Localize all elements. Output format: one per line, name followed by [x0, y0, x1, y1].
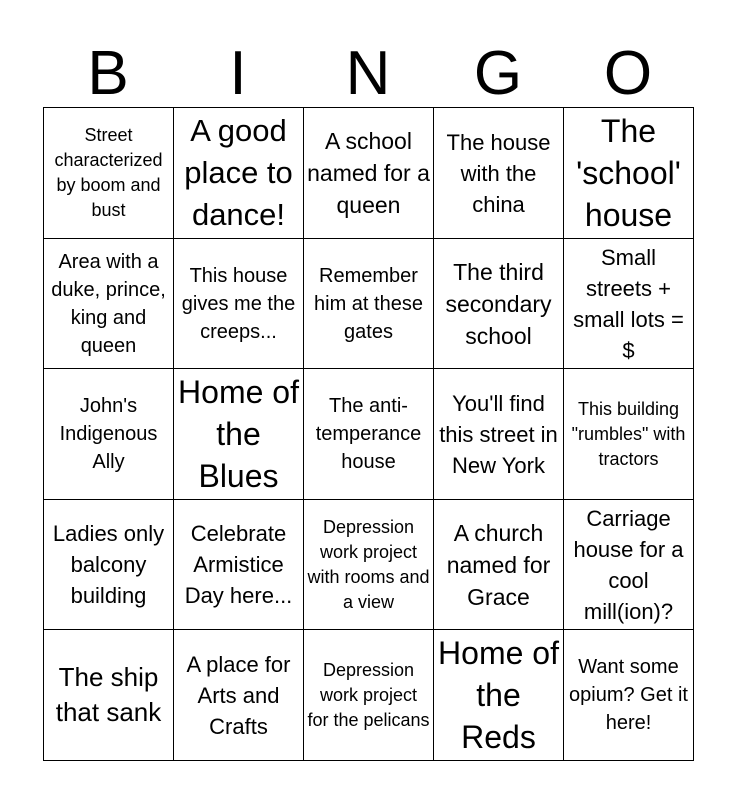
bingo-cell[interactable]: Depression work project with rooms and a view	[304, 500, 434, 630]
board-row	[44, 500, 694, 630]
bingo-card	[43, 107, 694, 761]
header-letter-i: I	[229, 39, 247, 108]
bingo-cell[interactable]: Street characterized by boom and bust	[44, 108, 174, 239]
bingo-cell[interactable]: Small streets + small lots = $	[564, 239, 694, 369]
bingo-cell[interactable]: A school named for a queen	[304, 108, 434, 239]
header-letter-g: G	[473, 39, 523, 108]
bingo-cell[interactable]: This building "rumbles" with tractors	[564, 369, 694, 500]
bingo-header	[43, 40, 693, 108]
bingo-cell[interactable]: The anti-temperance house	[304, 369, 434, 500]
bingo-cell[interactable]: Carriage house for a cool mill(ion)?	[564, 500, 694, 630]
header-letter-n: N	[345, 39, 391, 108]
bingo-cell[interactable]: Celebrate Armistice Day here...	[174, 500, 304, 630]
board-row	[44, 108, 694, 239]
bingo-cell[interactable]: This house gives me the creeps...	[174, 239, 304, 369]
header-letter-b: B	[87, 39, 129, 108]
bingo-cell[interactable]: Ladies only balcony building	[44, 500, 174, 630]
bingo-cell[interactable]: The 'school' house	[564, 108, 694, 239]
bingo-cell[interactable]: A church named for Grace	[434, 500, 564, 630]
bingo-cell[interactable]: A good place to dance!	[174, 108, 304, 239]
board-row	[44, 369, 694, 500]
bingo-cell[interactable]: Remember him at these gates	[304, 239, 434, 369]
bingo-cell[interactable]: Depression work project for the pelicans	[304, 630, 434, 761]
bingo-cell[interactable]: John's Indigenous Ally	[44, 369, 174, 500]
board-row	[44, 630, 694, 761]
bingo-cell[interactable]: The ship that sank	[44, 630, 174, 761]
bingo-cell[interactable]: Home of the Reds	[434, 630, 564, 761]
bingo-cell[interactable]: The third secondary school	[434, 239, 564, 369]
bingo-cell[interactable]: Want some opium? Get it here!	[564, 630, 694, 761]
bingo-cell[interactable]: A place for Arts and Crafts	[174, 630, 304, 761]
bingo-cell[interactable]: The house with the china	[434, 108, 564, 239]
board-row	[44, 239, 694, 369]
bingo-cell[interactable]: Area with a duke, prince, king and queen	[44, 239, 174, 369]
bingo-cell[interactable]: Home of the Blues	[174, 369, 304, 500]
header-letter-o: O	[603, 39, 653, 108]
bingo-cell[interactable]: You'll find this street in New York	[434, 369, 564, 500]
